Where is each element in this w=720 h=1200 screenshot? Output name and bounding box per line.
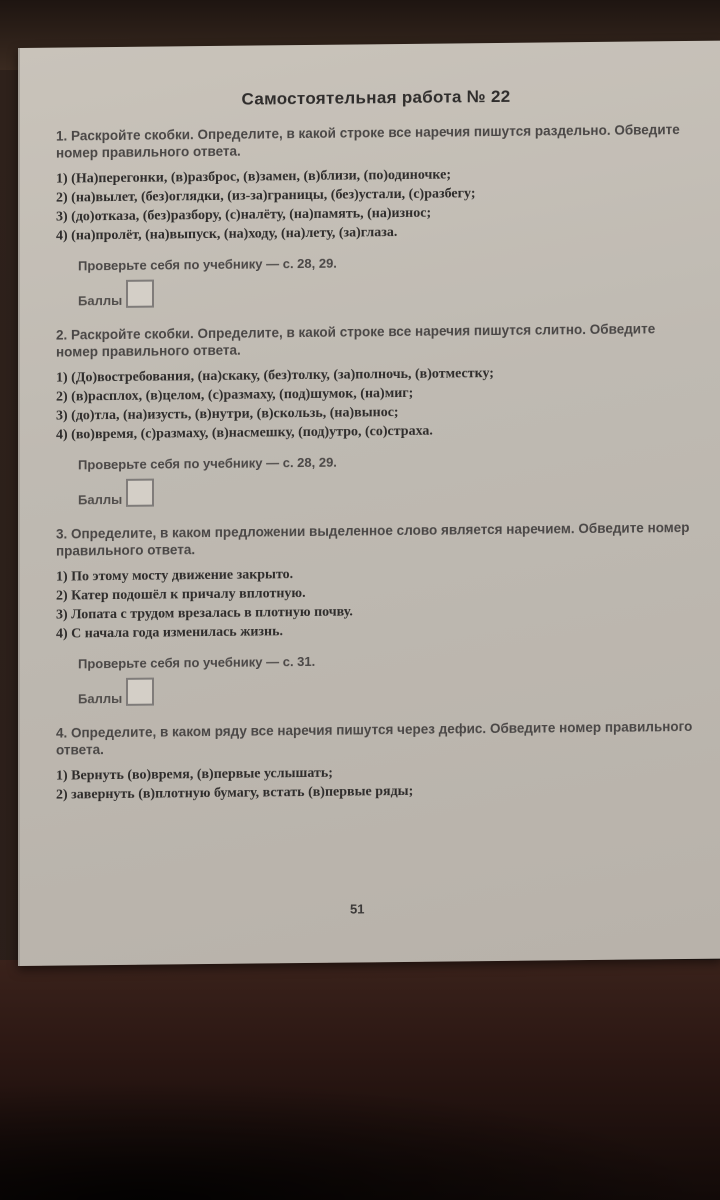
answer-option: 1) (До)востребования, (на)скаку, (без)толку, (за)полночь, (в)отместку;	[56, 366, 494, 386]
answer-option: 4) (во)время, (с)размаху, (в)насмешку, (под)утро, (со)страха.	[56, 423, 433, 443]
score-label: Баллы	[78, 292, 123, 309]
score-row	[78, 276, 696, 308]
answer-option: 2) Катер подошёл к причалу вплотную.	[56, 585, 306, 604]
shadow	[0, 1080, 720, 1200]
answer-option: 4) (на)пролёт, (на)выпуск, (на)ходу, (на)лету, (за)глаза.	[56, 225, 398, 244]
task-prompt: 4. Определите, в каком ряду все наречия пишутся через дефис. Обведите номер правильного ответа.	[56, 718, 693, 758]
task-3	[56, 519, 696, 707]
answer-option: 4) С начала года изменилась жизнь.	[56, 624, 284, 642]
task-1	[56, 121, 696, 309]
score-box[interactable]	[126, 280, 154, 308]
check-reference: Проверьте себя по учебнику — с. 31.	[78, 653, 316, 672]
answer-option: 3) Лопата с трудом врезалась в плотную почву.	[56, 604, 353, 623]
score-label: Баллы	[78, 690, 123, 707]
page-number: 51	[350, 901, 365, 917]
task-4	[56, 718, 696, 805]
task-prompt: 2. Раскройте скобки. Определите, в какой строке все наречия пишутся слитно. Обведите номер правильного ответа.	[56, 321, 656, 360]
answer-option: 1) По этому мосту движение закрыто.	[56, 567, 294, 585]
score-box[interactable]	[126, 678, 154, 706]
answer-option: 2) (в)расплох, (в)целом, (с)размаху, (под)шумок, (на)миг;	[56, 385, 414, 405]
check-reference: Проверьте себя по учебнику — с. 28, 29.	[78, 454, 337, 473]
answer-option: 2) (на)вылет, (без)оглядки, (из-за)границы, (без)устали, (с)разбегу;	[56, 186, 476, 206]
workbook-page	[18, 41, 720, 966]
answer-option: 1) (На)перегонки, (в)разброс, (в)замен, (в)близи, (по)одиночке;	[56, 167, 451, 187]
score-row	[78, 475, 696, 507]
page-title: Самостоятельная работа № 22	[241, 86, 511, 109]
answer-option: 1) Вернуть (во)время, (в)первые услышать;	[56, 765, 333, 784]
task-prompt: 1. Раскройте скобки. Определите, в какой строке все наречия пишутся раздельно. Обведите номер правильного ответа.	[56, 122, 680, 161]
page-content	[56, 85, 696, 823]
score-row	[78, 674, 696, 706]
task-prompt: 3. Определите, в каком предложении выделенное слово является наречием. Обведите номер правильного ответа.	[56, 519, 690, 559]
task-2	[56, 320, 696, 508]
score-box[interactable]	[126, 479, 154, 507]
check-reference: Проверьте себя по учебнику — с. 28, 29.	[78, 255, 337, 274]
answer-option: 3) (до)тла, (на)изусть, (в)нутри, (в)скользь, (на)вынос;	[56, 405, 399, 424]
score-label: Баллы	[78, 491, 123, 508]
answer-option: 3) (до)отказа, (без)разбору, (с)налёту, (на)память, (на)износ;	[56, 205, 432, 225]
answer-option: 2) завернуть (в)плотную бумагу, встать (в)первые ряды;	[56, 783, 414, 803]
